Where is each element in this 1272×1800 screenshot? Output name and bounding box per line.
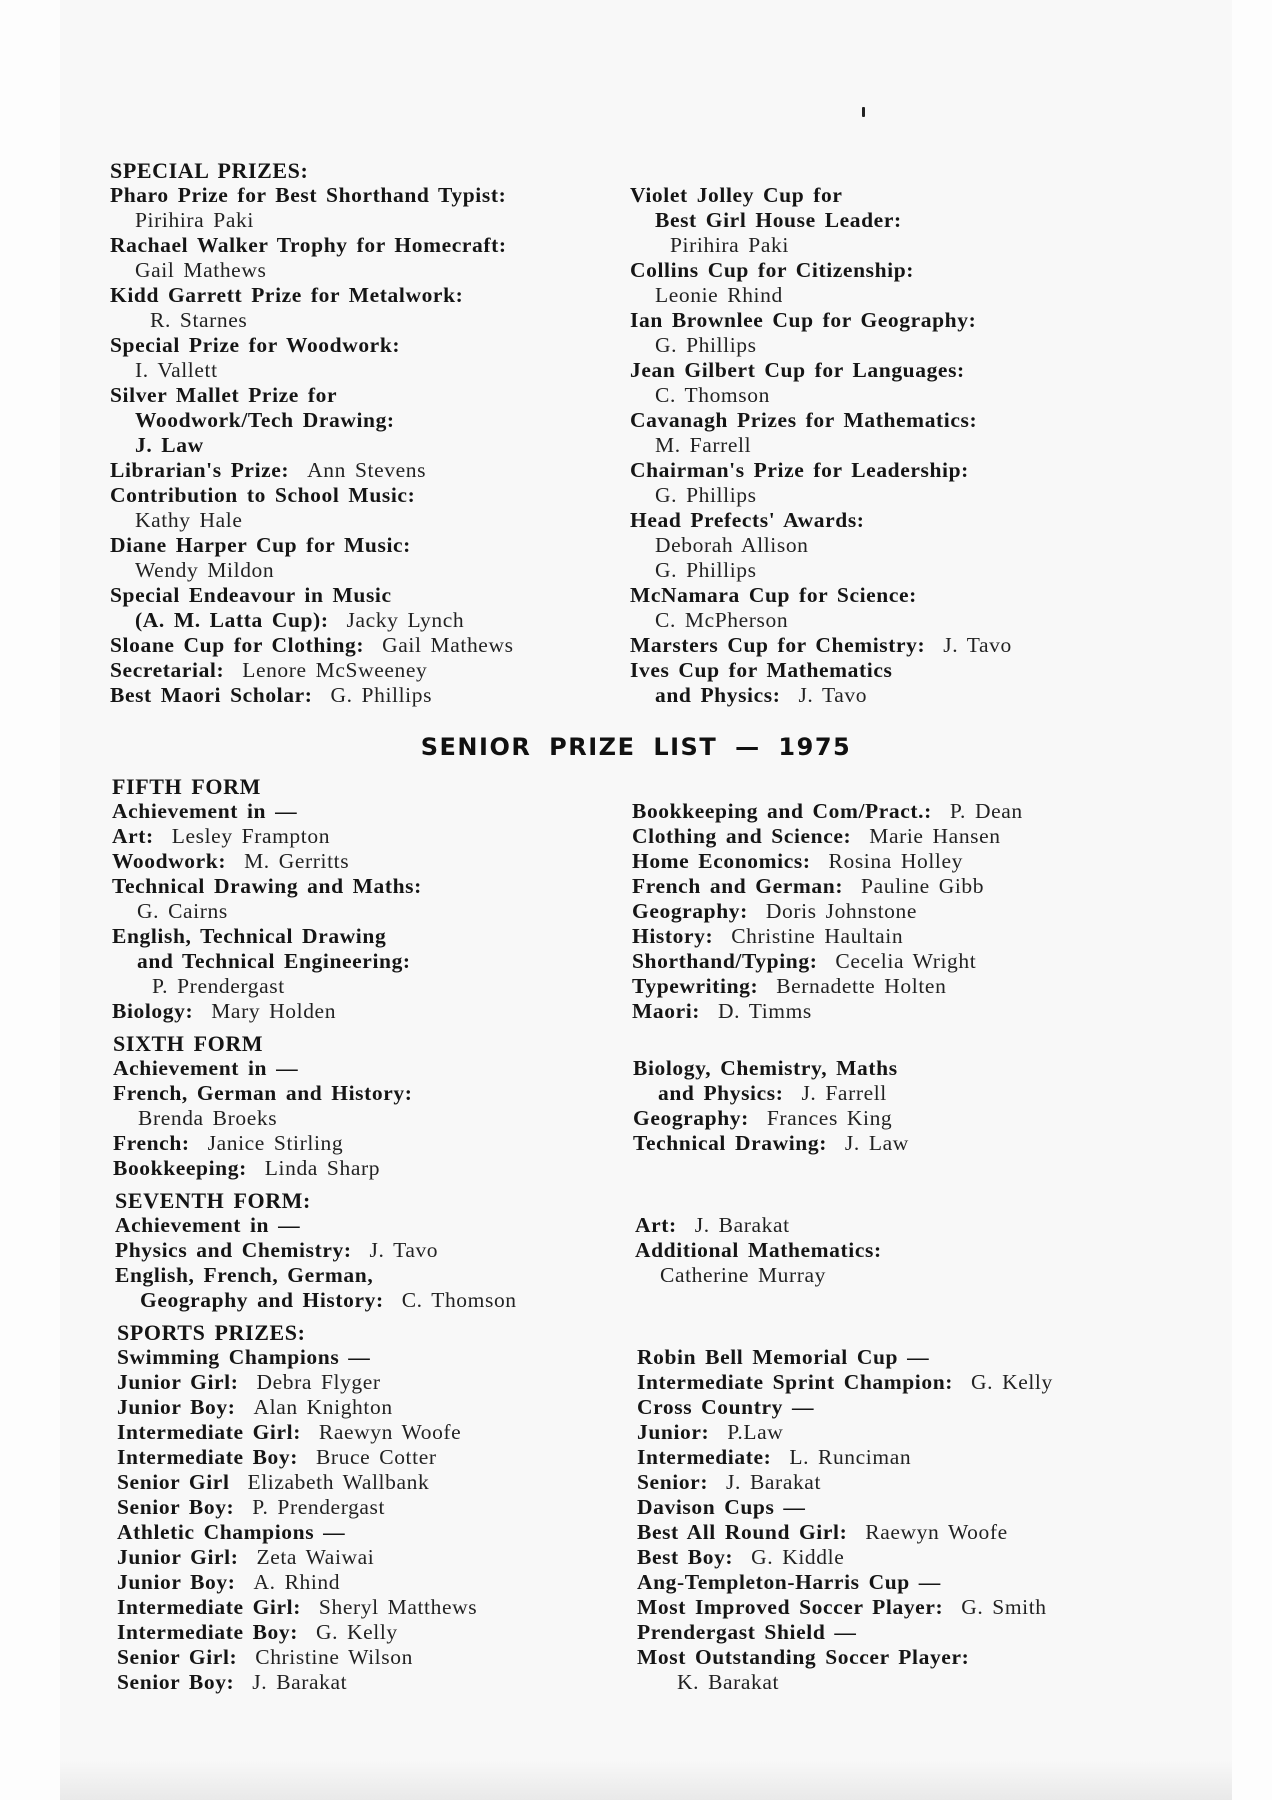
prize-line	[632, 824, 1023, 849]
prize-line	[110, 358, 514, 383]
recipient-name: C. Thomson	[655, 383, 770, 407]
recipient-name: Christine Wilson	[246, 1645, 413, 1669]
prize-label: Geography and History:	[140, 1288, 384, 1312]
recipient-name: Sheryl Matthews	[309, 1595, 478, 1619]
prize-label: Intermediate Boy:	[117, 1620, 298, 1644]
recipient-name: J. Law	[835, 1131, 909, 1155]
prize-label: Home Economics:	[632, 849, 811, 873]
recipient-name: P. Prendergast	[152, 974, 285, 998]
fifth-form-right-column	[632, 799, 1023, 1024]
prize-label: Biology:	[112, 999, 194, 1023]
prize-label: Most Improved Soccer Player:	[637, 1595, 944, 1619]
recipient-name: Debra Flyger	[247, 1370, 381, 1394]
recipient-name: Pirihira Paki	[670, 233, 789, 257]
prize-line	[630, 658, 1012, 683]
recipient-name: Bernadette Holten	[767, 974, 947, 998]
prize-line	[112, 874, 422, 899]
recipient-name: Mary Holden	[202, 999, 337, 1023]
prize-label: J. Law	[135, 433, 204, 457]
prize-line	[112, 974, 422, 999]
recipient-name: Rosina Holley	[819, 849, 963, 873]
prize-label: Ang-Templeton-Harris Cup —	[637, 1570, 941, 1594]
prize-line	[630, 258, 1012, 283]
recipient-name: Ann Stevens	[298, 458, 427, 482]
recipient-name: P. Dean	[940, 799, 1023, 823]
seventh-form-left-list	[115, 1213, 517, 1313]
prize-label: Cross Country —	[637, 1395, 815, 1419]
prize-label: Senior Boy:	[117, 1495, 235, 1519]
prize-line	[117, 1395, 477, 1420]
prize-line	[630, 408, 1012, 433]
recipient-name: G. Phillips	[655, 483, 757, 507]
recipient-name: Elizabeth Wallbank	[238, 1470, 430, 1494]
prize-line	[630, 458, 1012, 483]
prize-label: and Technical Engineering:	[137, 949, 411, 973]
recipient-name: Linda Sharp	[255, 1156, 381, 1180]
prize-label: Best All Round Girl:	[637, 1520, 848, 1544]
prize-label: Ian Brownlee Cup for Geography:	[630, 308, 977, 332]
prize-label: Kidd Garrett Prize for Metalwork:	[110, 283, 464, 307]
prize-label: Best Girl House Leader:	[655, 208, 902, 232]
recipient-name: Deborah Allison	[655, 533, 809, 557]
recipient-name: P. Prendergast	[243, 1495, 386, 1519]
prize-line	[632, 974, 1023, 999]
prize-line	[112, 849, 422, 874]
prize-line	[117, 1645, 477, 1670]
prize-line	[110, 608, 514, 633]
recipient-name: Alan Knighton	[244, 1395, 393, 1419]
prize-line	[630, 233, 1012, 258]
prize-line	[630, 483, 1012, 508]
prize-line	[110, 658, 514, 683]
recipient-name: Raewyn Woofe	[309, 1420, 462, 1444]
prize-line	[110, 483, 514, 508]
prize-line	[117, 1495, 477, 1520]
prize-line	[110, 533, 514, 558]
prize-line	[110, 633, 514, 658]
fifth-form-heading: FIFTH FORM	[112, 774, 261, 799]
prize-line	[117, 1345, 477, 1370]
prize-line	[630, 608, 1012, 633]
prize-line	[630, 358, 1012, 383]
recipient-name: Kathy Hale	[135, 508, 243, 532]
prize-label: Junior:	[637, 1420, 710, 1444]
prize-line	[630, 583, 1012, 608]
recipient-name: G. Cairns	[137, 899, 228, 923]
prize-label: Intermediate Girl:	[117, 1420, 301, 1444]
prize-line	[117, 1545, 477, 1570]
prize-line	[630, 333, 1012, 358]
prize-line	[110, 433, 514, 458]
recipient-name: Pirihira Paki	[135, 208, 254, 232]
prize-line	[632, 949, 1023, 974]
prize-label: Secretarial:	[110, 658, 225, 682]
prize-label: History:	[632, 924, 714, 948]
prize-line	[630, 183, 1012, 208]
recipient-name: M. Gerritts	[235, 849, 350, 873]
prize-line	[635, 1263, 882, 1288]
prize-line	[110, 383, 514, 408]
sixth-form-heading: SIXTH FORM	[113, 1031, 264, 1056]
prize-label: Art:	[112, 824, 154, 848]
recipient-name: Frances King	[757, 1106, 893, 1130]
prize-label: Robin Bell Memorial Cup —	[637, 1345, 930, 1369]
prize-line	[110, 283, 514, 308]
recipient-name: C. Thomson	[392, 1288, 517, 1312]
prize-line	[117, 1620, 477, 1645]
recipient-name: G. Kelly	[962, 1370, 1053, 1394]
recipient-name: Catherine Murray	[660, 1263, 827, 1287]
prize-line	[112, 949, 422, 974]
sixth-form-right-list	[633, 1056, 909, 1156]
prize-label: Sloane Cup for Clothing:	[110, 633, 365, 657]
prize-line	[112, 899, 422, 924]
recipient-name: Lenore McSweeney	[233, 658, 428, 682]
recipient-name: Zeta Waiwai	[247, 1545, 375, 1569]
prize-label: Shorthand/Typing:	[632, 949, 818, 973]
prize-line	[113, 1156, 413, 1181]
prize-label: McNamara Cup for Science:	[630, 583, 917, 607]
sixth-form-left-list	[113, 1056, 413, 1181]
prize-line	[637, 1570, 1053, 1595]
prize-line	[630, 558, 1012, 583]
prize-label: and Physics:	[658, 1081, 784, 1105]
prize-label: Senior Boy:	[117, 1670, 235, 1694]
prize-label: Bookkeeping:	[113, 1156, 247, 1180]
prize-line	[637, 1370, 1053, 1395]
prize-label: Geography:	[632, 899, 748, 923]
prize-line	[632, 874, 1023, 899]
prize-label: Achievement in —	[112, 799, 298, 823]
recipient-name: Doris Johnstone	[756, 899, 918, 923]
prize-line	[112, 824, 422, 849]
prize-label: French, German and History:	[113, 1081, 413, 1105]
sports-prizes-left-column	[117, 1320, 477, 1695]
recipient-name: Gail Mathews	[373, 633, 514, 657]
prize-line	[117, 1370, 477, 1395]
prize-line	[637, 1495, 1053, 1520]
prize-line	[112, 799, 422, 824]
prize-line	[113, 1106, 413, 1131]
prize-label: Bookkeeping and Com/Pract.:	[632, 799, 932, 823]
prize-label: Contribution to School Music:	[110, 483, 416, 507]
prize-line	[112, 999, 422, 1024]
recipient-name: J. Barakat	[717, 1470, 822, 1494]
recipient-name: Brenda Broeks	[138, 1106, 278, 1130]
prize-line	[115, 1238, 517, 1263]
prize-line	[117, 1670, 477, 1695]
prize-line	[110, 683, 514, 708]
prize-line	[117, 1595, 477, 1620]
prize-label: Librarian's Prize:	[110, 458, 290, 482]
prize-label: Intermediate Girl:	[117, 1595, 301, 1619]
prize-line	[632, 999, 1023, 1024]
seventh-form-right-list	[635, 1213, 882, 1288]
sixth-form-right-column	[633, 1056, 909, 1156]
prize-line	[110, 233, 514, 258]
prize-line	[113, 1056, 413, 1081]
prize-label: English, French, German,	[115, 1263, 374, 1287]
recipient-name: J. Farrell	[792, 1081, 887, 1105]
recipient-name: J. Tavo	[360, 1238, 439, 1262]
prize-line	[637, 1470, 1053, 1495]
recipient-name: G. Phillips	[655, 558, 757, 582]
prize-line	[637, 1620, 1053, 1645]
recipient-name: M. Farrell	[655, 433, 752, 457]
prize-line	[632, 899, 1023, 924]
prize-label: Typewriting:	[632, 974, 759, 998]
prize-line	[635, 1213, 882, 1238]
prize-label: Rachael Walker Trophy for Homecraft:	[110, 233, 507, 257]
prize-label: Additional Mathematics:	[635, 1238, 882, 1262]
prize-label: Art:	[635, 1213, 677, 1237]
prize-label: Davison Cups —	[637, 1495, 806, 1519]
recipient-name: I. Vallett	[135, 358, 218, 382]
prize-label: Woodwork:	[112, 849, 227, 873]
prize-label: Junior Boy:	[117, 1570, 236, 1594]
recipient-name: Wendy Mildon	[135, 558, 275, 582]
prize-line	[110, 183, 514, 208]
special-prizes-heading: SPECIAL PRIZES:	[110, 158, 309, 183]
prize-line	[117, 1520, 477, 1545]
prize-line	[113, 1081, 413, 1106]
prize-line	[630, 433, 1012, 458]
recipient-name: Cecelia Wright	[826, 949, 977, 973]
recipient-name: A. Rhind	[244, 1570, 341, 1594]
prize-line	[637, 1645, 1053, 1670]
recipient-name: Bruce Cotter	[306, 1445, 437, 1469]
special-prizes-right-column	[630, 183, 1012, 708]
sports-prizes-heading: SPORTS PRIZES:	[117, 1320, 306, 1345]
fifth-form-right-list	[632, 799, 1023, 1024]
prize-label: Marsters Cup for Chemistry:	[630, 633, 926, 657]
prize-line	[110, 208, 514, 233]
prize-label: Most Outstanding Soccer Player:	[637, 1645, 970, 1669]
prize-label: Senior:	[637, 1470, 709, 1494]
prize-line	[117, 1470, 477, 1495]
prize-label: Best Boy:	[637, 1545, 734, 1569]
prize-label: Physics and Chemistry:	[115, 1238, 352, 1262]
recipient-name: Jacky Lynch	[337, 608, 465, 632]
prize-line	[110, 458, 514, 483]
prize-line	[117, 1445, 477, 1470]
recipient-name: D. Timms	[709, 999, 812, 1023]
seventh-form-right-column	[635, 1213, 882, 1288]
prize-label: Intermediate Boy:	[117, 1445, 298, 1469]
prize-label: Achievement in —	[115, 1213, 301, 1237]
prize-label: Best Maori Scholar:	[110, 683, 313, 707]
prize-label: Woodwork/Tech Drawing:	[135, 408, 395, 432]
prize-line	[110, 558, 514, 583]
prize-line	[633, 1131, 909, 1156]
prize-line	[637, 1520, 1053, 1545]
recipient-name: G. Phillips	[321, 683, 433, 707]
prize-line	[630, 533, 1012, 558]
prize-label: (A. M. Latta Cup):	[135, 608, 329, 632]
prize-line	[632, 849, 1023, 874]
recipient-name: Gail Mathews	[135, 258, 267, 282]
prize-line	[637, 1545, 1053, 1570]
prize-line	[117, 1420, 477, 1445]
prize-line	[632, 924, 1023, 949]
prize-line	[630, 683, 1012, 708]
recipient-name: P.Law	[718, 1420, 784, 1444]
prize-line	[630, 308, 1012, 333]
prize-line	[637, 1420, 1053, 1445]
prize-line	[110, 583, 514, 608]
prize-label: Violet Jolley Cup for	[630, 183, 843, 207]
prize-label: Athletic Champions —	[117, 1520, 346, 1544]
prize-label: Prendergast Shield —	[637, 1620, 857, 1644]
prize-line	[632, 799, 1023, 824]
prize-line	[633, 1106, 909, 1131]
fifth-form-left-column	[112, 774, 422, 1024]
prize-label: Senior Girl:	[117, 1645, 238, 1669]
prize-line	[110, 308, 514, 333]
recipient-name: Christine Haultain	[722, 924, 904, 948]
prize-label: Biology, Chemistry, Maths	[633, 1056, 898, 1080]
prize-label: Ives Cup for Mathematics	[630, 658, 893, 682]
prize-label: Pharo Prize for Best Shorthand Typist:	[110, 183, 507, 207]
seventh-form-heading: SEVENTH FORM:	[115, 1188, 311, 1213]
print-speck	[862, 107, 865, 117]
prize-line	[110, 258, 514, 283]
prize-line	[115, 1213, 517, 1238]
prize-line	[637, 1345, 1053, 1370]
prize-label: Diane Harper Cup for Music:	[110, 533, 411, 557]
recipient-name: Janice Stirling	[198, 1131, 344, 1155]
prize-label: Special Prize for Woodwork:	[110, 333, 401, 357]
prize-label: Silver Mallet Prize for	[110, 383, 338, 407]
recipient-name: G. Smith	[952, 1595, 1047, 1619]
prize-line	[633, 1081, 909, 1106]
prize-label: Geography:	[633, 1106, 749, 1130]
prize-line	[637, 1595, 1053, 1620]
prize-label: Jean Gilbert Cup for Languages:	[630, 358, 965, 382]
prize-line	[630, 283, 1012, 308]
recipient-name: Leonie Rhind	[655, 283, 783, 307]
prize-label: Junior Girl:	[117, 1545, 239, 1569]
prize-label: Technical Drawing and Maths:	[112, 874, 422, 898]
prize-line	[115, 1288, 517, 1313]
prize-line	[637, 1445, 1053, 1470]
prize-label: Clothing and Science:	[632, 824, 852, 848]
page-bottom-shadow	[60, 1760, 1232, 1800]
prize-line	[630, 208, 1012, 233]
prize-line	[635, 1238, 882, 1263]
prize-label: Maori:	[632, 999, 701, 1023]
prize-label: and Physics:	[655, 683, 781, 707]
prize-label: French and German:	[632, 874, 844, 898]
prize-label: Intermediate Sprint Champion:	[637, 1370, 954, 1394]
prize-label: Swimming Champions —	[117, 1345, 371, 1369]
sixth-form-left-column	[113, 1031, 413, 1181]
senior-prize-list-title: SENIOR PRIZE LIST — 1975	[420, 733, 852, 761]
prize-line	[110, 408, 514, 433]
prize-label: French:	[113, 1131, 190, 1155]
prize-line	[110, 333, 514, 358]
seventh-form-left-column	[115, 1188, 517, 1313]
sports-prizes-right-list	[637, 1345, 1053, 1695]
recipient-name: Marie Hansen	[860, 824, 1001, 848]
recipient-name: R. Starnes	[150, 308, 248, 332]
prize-line	[110, 508, 514, 533]
recipient-name: C. McPherson	[655, 608, 789, 632]
prize-label: Special Endeavour in Music	[110, 583, 392, 607]
prize-line	[633, 1056, 909, 1081]
recipient-name: Raewyn Woofe	[856, 1520, 1008, 1544]
recipient-name: L. Runciman	[780, 1445, 912, 1469]
prize-label: Junior Girl:	[117, 1370, 239, 1394]
recipient-name: Lesley Frampton	[162, 824, 331, 848]
prize-line	[113, 1131, 413, 1156]
prize-label: Head Prefects' Awards:	[630, 508, 865, 532]
special-prizes-left-column	[110, 158, 514, 708]
recipient-name: J. Barakat	[243, 1670, 348, 1694]
prize-line	[117, 1570, 477, 1595]
special-prizes-right-list	[630, 183, 1012, 708]
prize-label: Achievement in —	[113, 1056, 299, 1080]
prize-label: Junior Boy:	[117, 1395, 236, 1419]
prize-label: Chairman's Prize for Leadership:	[630, 458, 969, 482]
recipient-name: G. Kiddle	[742, 1545, 845, 1569]
prize-label: Cavanagh Prizes for Mathematics:	[630, 408, 978, 432]
prize-label: Senior Girl	[117, 1470, 230, 1494]
prize-line	[630, 633, 1012, 658]
recipient-name: Pauline Gibb	[852, 874, 985, 898]
sports-prizes-right-column	[637, 1345, 1053, 1695]
prize-line	[112, 924, 422, 949]
fifth-form-left-list	[112, 799, 422, 1024]
recipient-name: G. Kelly	[306, 1620, 398, 1644]
sports-prizes-left-list	[117, 1345, 477, 1695]
recipient-name: G. Phillips	[655, 333, 757, 357]
recipient-name: J. Barakat	[685, 1213, 790, 1237]
prize-label: Technical Drawing:	[633, 1131, 827, 1155]
prize-line	[637, 1395, 1053, 1420]
prize-line	[630, 383, 1012, 408]
prize-label: Collins Cup for Citizenship:	[630, 258, 915, 282]
recipient-name: J. Tavo	[934, 633, 1012, 657]
prize-line	[630, 508, 1012, 533]
special-prizes-left-list	[110, 183, 514, 708]
recipient-name: K. Barakat	[677, 1670, 780, 1694]
prize-line	[637, 1670, 1053, 1695]
prize-label: Intermediate:	[637, 1445, 772, 1469]
recipient-name: J. Tavo	[789, 683, 868, 707]
prize-line	[115, 1263, 517, 1288]
prize-label: English, Technical Drawing	[112, 924, 387, 948]
